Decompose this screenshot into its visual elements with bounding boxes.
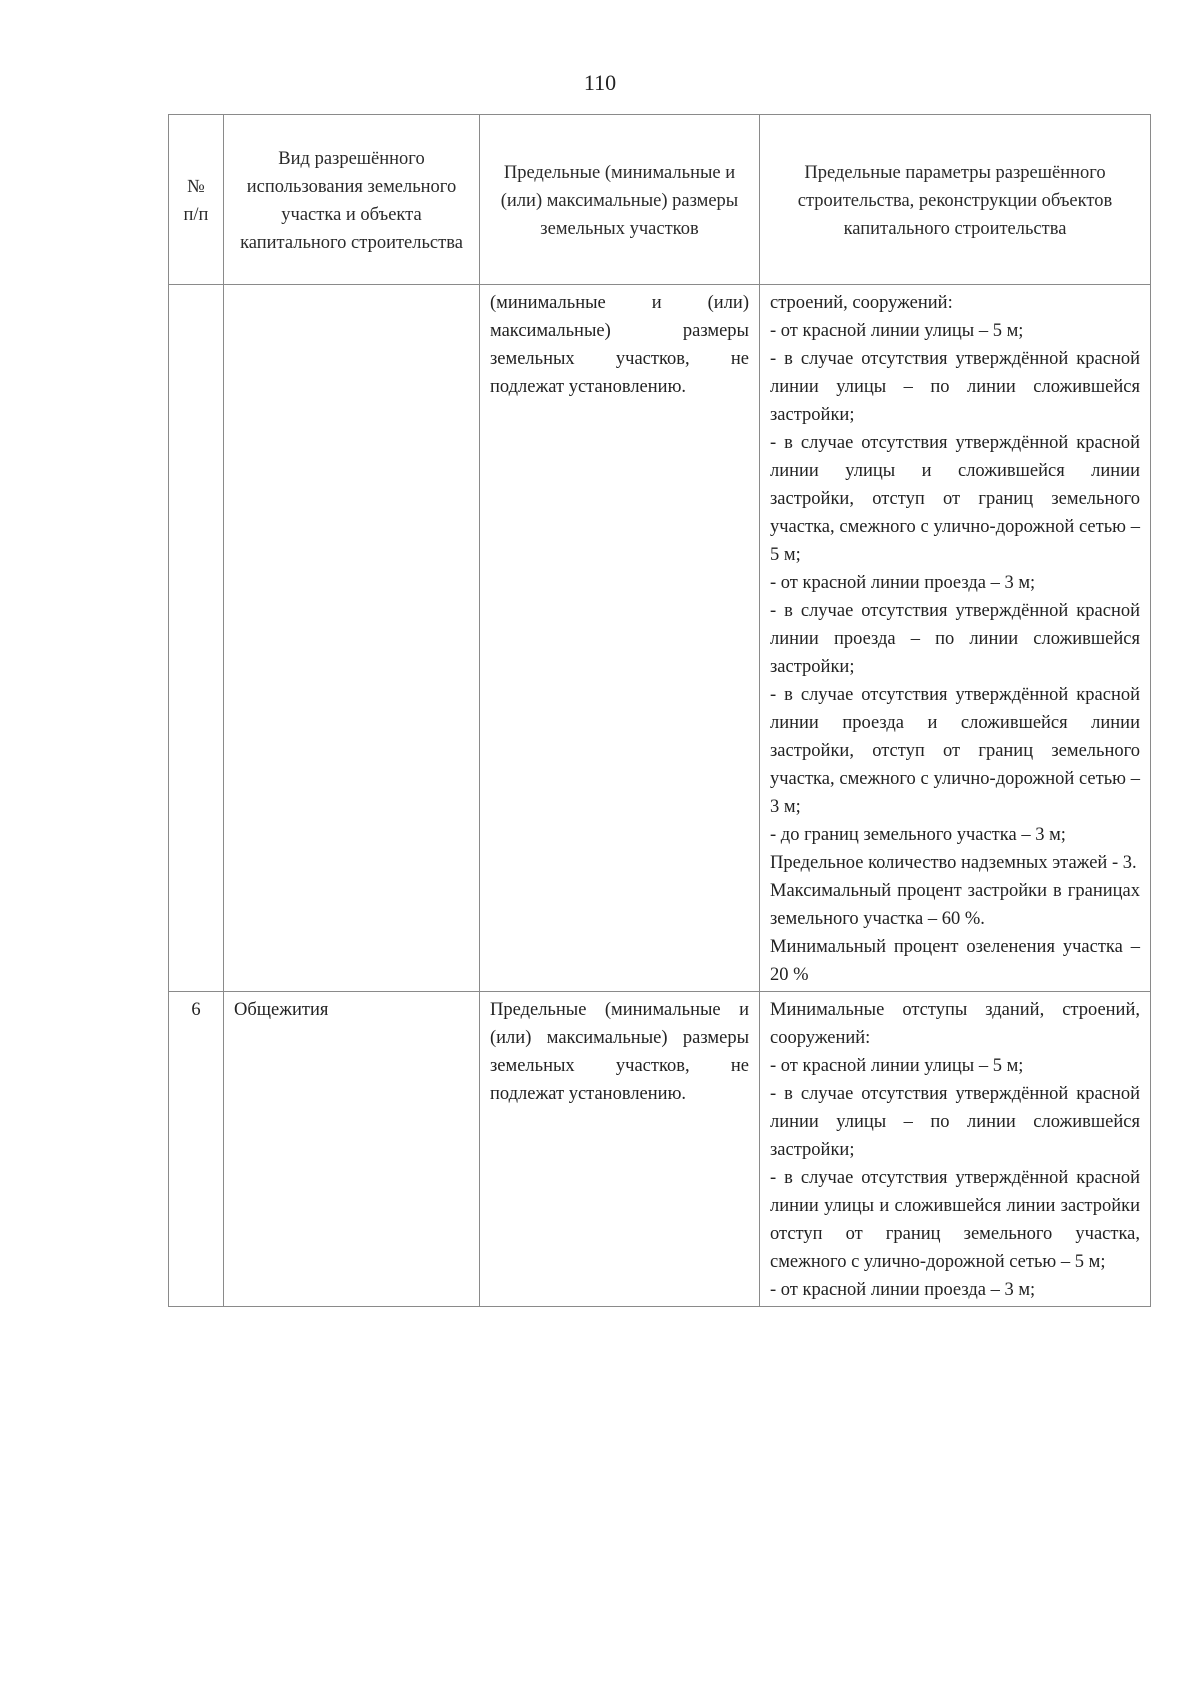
regulations-table-wrap — [168, 114, 1150, 1307]
page-number: 110 — [583, 70, 617, 95]
param-line: - от красной линии проезда – 3 м; — [770, 1280, 1036, 1300]
row-sizes — [480, 285, 760, 992]
param-line: Максимальный процент застройки в границах земельного участка – 60 %. — [770, 881, 1140, 929]
param-line: - до границ земельного участка – 3 м; — [770, 825, 1066, 845]
row-params — [760, 285, 1151, 992]
header-use-type: Вид разрешённого использования земельного участка и объекта капитального строительства — [224, 115, 480, 285]
table-header-row — [169, 115, 1151, 285]
row-use-type: Общежития — [224, 992, 480, 1307]
header-sizes: Предельные (минимальные и (или) максимальные) размеры земельных участков — [480, 115, 760, 285]
regulations-table — [168, 114, 1151, 1307]
param-line: Минимальные отступы зданий, строений, сооружений: — [770, 1000, 1140, 1048]
row-sizes-text: (минимальные и (или) максимальные) размеры земельных участков, не подлежат установлению. — [490, 293, 749, 397]
header-params: Предельные параметры разрешённого строительства, реконструкции объектов капитального строительства — [760, 115, 1151, 285]
param-line: - в случае отсутствия утверждённой красной линии улицы – по линии сложившейся застройки; — [770, 1084, 1140, 1160]
param-line: - в случае отсутствия утверждённой красной линии улицы и сложившейся линии застройки, отступ от границ земельного участка, смежного с улично-дорожной сетью – 5 м; — [770, 433, 1140, 565]
param-line: Минимальный процент озеленения участка – 20 % — [770, 937, 1140, 985]
table-row — [169, 285, 1151, 992]
param-line: - от красной линии улицы – 5 м; — [770, 321, 1024, 341]
param-line: - в случае отсутствия утверждённой красной линии проезда – по линии сложившейся застройки; — [770, 601, 1140, 677]
row-sizes — [480, 992, 760, 1307]
param-line: - в случае отсутствия утверждённой красной линии улицы и сложившейся линии застройки отступ от границ земельного участка, смежного с улично-дорожной сетью – 5 м; — [770, 1168, 1140, 1272]
row-number: 6 — [169, 992, 224, 1307]
row-params — [760, 992, 1151, 1307]
param-line: строений, сооружений: — [770, 293, 953, 313]
param-line: - от красной линии улицы – 5 м; — [770, 1056, 1024, 1076]
param-line: Предельное количество надземных этажей - 3. — [770, 853, 1137, 873]
param-line: - от красной линии проезда – 3 м; — [770, 573, 1036, 593]
row-number — [169, 285, 224, 992]
param-line: - в случае отсутствия утверждённой красной линии проезда и сложившейся линии застройки, отступ от границ земельного участка, смежного с улично-дорожной сетью – 3 м; — [770, 685, 1140, 817]
header-number: № п/п — [169, 115, 224, 285]
row-sizes-text: Предельные (минимальные и (или) максимальные) размеры земельных участков, не подлежат установлению. — [490, 1000, 749, 1104]
row-use-type — [224, 285, 480, 992]
param-line: - в случае отсутствия утверждённой красной линии улицы – по линии сложившейся застройки; — [770, 349, 1140, 425]
table-row — [169, 992, 1151, 1307]
